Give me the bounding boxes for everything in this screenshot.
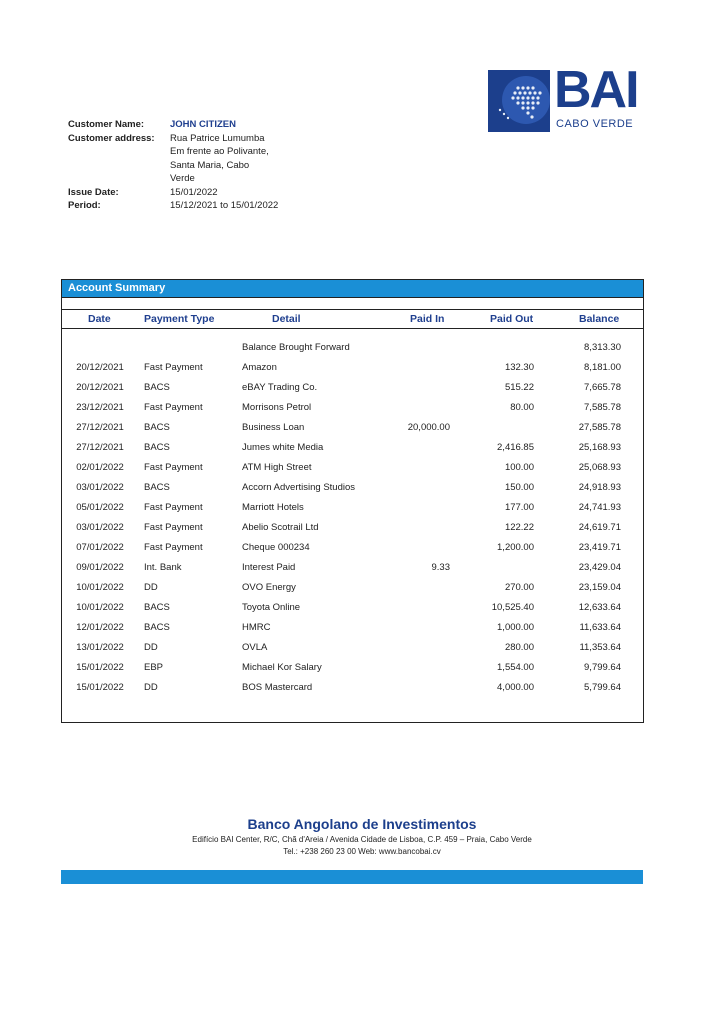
cell-paid-out: 4,000.00 <box>497 682 534 693</box>
bank-contact: Tel.: +238 260 23 00 Web: www.bancobai.cv <box>283 847 441 856</box>
cell-detail: Michael Kor Salary <box>242 662 322 673</box>
cell-payment-type: Fast Payment <box>144 522 203 533</box>
logo-subtext: CABO VERDE <box>556 118 634 130</box>
cell-detail: HMRC <box>242 622 271 633</box>
cell-payment-type: BACS <box>144 422 170 433</box>
issue-date-label: Issue Date: <box>68 186 119 198</box>
cell-date: 27/12/2021 <box>76 442 124 453</box>
table-row <box>62 378 643 398</box>
cell-payment-type: EBP <box>144 662 164 673</box>
cell-paid-in: 9.33 <box>431 562 450 573</box>
table-row <box>62 498 643 518</box>
customer-info <box>68 118 290 213</box>
logo-text: BAI <box>554 61 638 119</box>
table-row <box>62 398 643 418</box>
cell-payment-type: BACS <box>144 442 170 453</box>
cell-payment-type: DD <box>144 582 158 593</box>
customer-address <box>170 132 290 186</box>
cell-detail: Cheque 000234 <box>242 542 310 553</box>
cell-date: 07/01/2022 <box>76 542 124 553</box>
cell-detail: Business Loan <box>242 422 305 433</box>
cell-balance: 8,313.30 <box>584 342 621 353</box>
cell-balance: 23,159.04 <box>578 582 621 593</box>
address-line: Em frente ao Polivante, <box>170 146 269 157</box>
cell-balance: 5,799.64 <box>584 682 621 693</box>
cell-paid-out: 1,000.00 <box>497 622 534 633</box>
header-paid-in: Paid In <box>410 313 445 325</box>
table-row <box>62 538 643 558</box>
header-date: Date <box>88 313 111 325</box>
cell-balance: 11,633.64 <box>579 622 621 633</box>
period-value: 15/12/2021 to 15/01/2022 <box>170 200 279 211</box>
table-row <box>62 438 643 458</box>
cell-balance: 7,585.78 <box>584 402 621 413</box>
cell-date: 20/12/2021 <box>76 382 124 393</box>
table-row <box>62 338 643 358</box>
cell-payment-type: DD <box>144 642 158 653</box>
table-row <box>62 418 643 438</box>
table-header <box>62 309 643 329</box>
cell-date: 05/01/2022 <box>76 502 124 513</box>
cell-balance: 24,741.93 <box>578 502 621 513</box>
cell-balance: 27,585.78 <box>578 422 621 433</box>
cell-payment-type: BACS <box>144 622 170 633</box>
cell-paid-out: 122.22 <box>504 522 534 533</box>
period-label: Period: <box>68 200 101 211</box>
cell-paid-out: 10,525.40 <box>491 602 534 613</box>
customer-address-label: Customer address: <box>68 132 155 144</box>
cell-detail: Toyota Online <box>242 602 301 613</box>
table-row <box>62 358 643 378</box>
cell-detail: OVO Energy <box>242 582 296 593</box>
cell-balance: 24,619.71 <box>578 522 621 533</box>
cell-detail: Balance Brought Forward <box>242 342 350 353</box>
table-row <box>62 618 643 638</box>
table-row <box>62 478 643 498</box>
cell-balance: 8,181.00 <box>584 362 621 373</box>
cell-balance: 7,665.78 <box>584 382 621 393</box>
cell-paid-out: 80.00 <box>510 402 534 413</box>
cell-date: 12/01/2022 <box>76 622 124 633</box>
bank-name: Banco Angolano de Investimentos <box>247 816 477 832</box>
cell-date: 15/01/2022 <box>76 682 124 693</box>
cell-detail: Morrisons Petrol <box>242 402 312 413</box>
table-row <box>62 578 643 598</box>
cell-date: 09/01/2022 <box>76 562 124 573</box>
footer-bar <box>61 870 643 884</box>
cell-balance: 24,918.93 <box>578 482 621 493</box>
table-row <box>62 518 643 538</box>
cell-payment-type: Fast Payment <box>144 362 203 373</box>
address-line: Santa Maria, Cabo <box>170 159 250 171</box>
cell-date: 20/12/2021 <box>76 362 124 373</box>
cell-payment-type: BACS <box>144 602 170 613</box>
header-detail: Detail <box>272 313 301 325</box>
customer-name: JOHN CITIZEN <box>170 119 236 130</box>
cell-payment-type: BACS <box>144 382 170 393</box>
cell-detail: Interest Paid <box>242 562 296 573</box>
cell-payment-type: Fast Payment <box>144 462 203 473</box>
cell-payment-type: BACS <box>144 482 170 493</box>
cell-detail: Jumes white Media <box>242 442 324 453</box>
cell-balance: 9,799.64 <box>584 662 621 673</box>
cell-detail: OVLA <box>242 642 268 653</box>
cell-paid-out: 2,416.85 <box>497 442 534 453</box>
cell-balance: 23,419.71 <box>578 542 621 553</box>
cell-paid-out: 1,554.00 <box>497 662 534 673</box>
customer-name-label: Customer Name: <box>68 119 145 130</box>
header-paid-out: Paid Out <box>490 313 534 325</box>
cell-detail: BOS Mastercard <box>242 682 313 693</box>
account-summary <box>61 279 644 723</box>
cell-date: 23/12/2021 <box>76 402 124 413</box>
cell-detail: ATM High Street <box>242 462 312 473</box>
cell-paid-out: 515.22 <box>504 382 534 393</box>
cell-paid-out: 280.00 <box>504 642 534 653</box>
cell-payment-type: Fast Payment <box>144 402 203 413</box>
cell-date: 13/01/2022 <box>76 642 124 653</box>
cell-date: 03/01/2022 <box>76 482 124 493</box>
cell-detail: Amazon <box>242 362 277 373</box>
cell-detail: eBAY Trading Co. <box>242 382 318 393</box>
cell-date: 10/01/2022 <box>76 602 124 613</box>
cell-paid-out: 132.30 <box>504 362 534 373</box>
cell-paid-out: 270.00 <box>504 582 534 593</box>
cell-detail: Marriott Hotels <box>242 502 304 513</box>
cell-detail: Accorn Advertising Studios <box>242 482 356 493</box>
cell-date: 10/01/2022 <box>76 582 124 593</box>
cell-balance: 11,353.64 <box>579 642 621 653</box>
cell-paid-out: 1,200.00 <box>497 542 534 553</box>
cell-paid-out: 177.00 <box>504 502 534 513</box>
address-line: Verde <box>170 173 195 184</box>
cell-payment-type: Fast Payment <box>144 502 203 513</box>
table-row <box>62 658 643 678</box>
table-row <box>62 598 643 618</box>
cell-date: 03/01/2022 <box>76 522 124 533</box>
bank-logo <box>488 61 638 132</box>
cell-payment-type: Fast Payment <box>144 542 203 553</box>
cell-paid-out: 150.00 <box>504 482 534 493</box>
cell-balance: 12,633.64 <box>578 602 621 613</box>
cell-balance: 25,068.93 <box>578 462 621 473</box>
bank-address: Edifício BAI Center, R/C, Chã d'Areia / Avenida Cidade de Lisboa, C.P. 459 – Praia, Cabo Verde <box>192 835 532 844</box>
cell-payment-type: DD <box>144 682 158 693</box>
cell-balance: 23,429.04 <box>578 562 621 573</box>
table-row <box>62 458 643 478</box>
cell-paid-in: 20,000.00 <box>407 422 450 433</box>
cell-paid-out: 100.00 <box>504 462 534 473</box>
issue-date: 15/01/2022 <box>170 186 218 198</box>
table-row <box>62 638 643 658</box>
account-summary-title: Account Summary <box>62 280 643 298</box>
globe-icon <box>488 70 550 132</box>
cell-detail: Abelio Scotrail Ltd <box>242 522 319 533</box>
header-balance: Balance <box>579 313 620 325</box>
cell-date: 27/12/2021 <box>76 422 124 433</box>
table-row <box>62 558 643 578</box>
cell-date: 15/01/2022 <box>76 662 124 673</box>
address-line: Rua Patrice Lumumba <box>170 132 265 144</box>
header-payment-type: Payment Type <box>144 313 215 325</box>
cell-balance: 25,168.93 <box>578 442 621 453</box>
table-row <box>62 678 643 698</box>
cell-payment-type: Int. Bank <box>144 562 182 573</box>
cell-date: 02/01/2022 <box>76 462 124 473</box>
